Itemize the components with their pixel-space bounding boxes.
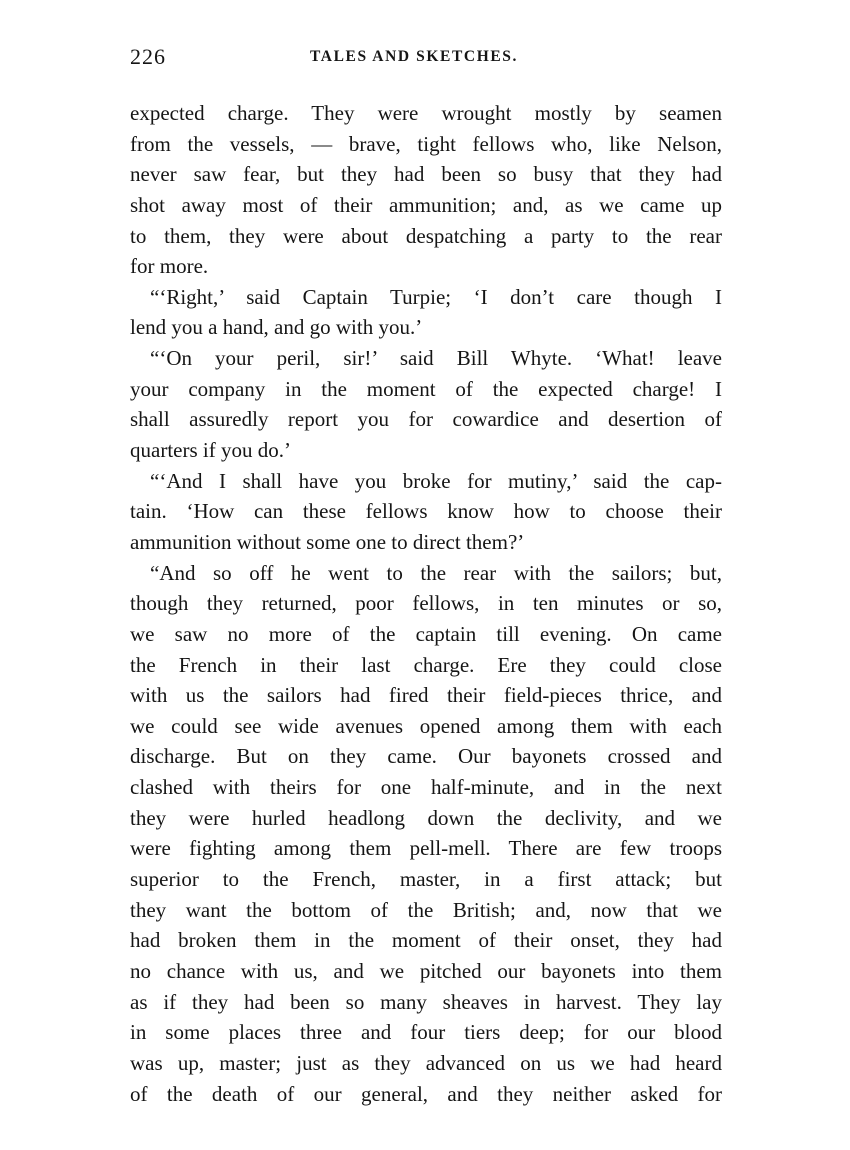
text-line: with us the sailors had fired their field-pieces thrice, and xyxy=(130,683,722,708)
text-line: had broken them in the moment of their onset, they had xyxy=(130,928,722,953)
text-line: ammunition without some one to direct them?’ xyxy=(130,529,525,554)
text-line: no chance with us, and we pitched our bayonets into them xyxy=(130,958,722,983)
text-line: shall assuredly report you for cowardice and desertion of xyxy=(130,407,722,432)
running-head xyxy=(130,44,730,74)
text-line: for more. xyxy=(130,254,209,279)
text-line: we could see wide avenues opened among them with each xyxy=(130,713,722,738)
text-line: as if they had been so many sheaves in harvest. They lay xyxy=(130,989,722,1014)
text-line: “‘Right,’ said Captain Turpie; ‘I don’t care though I xyxy=(150,284,722,309)
text-line: quarters if you do.’ xyxy=(130,438,291,463)
text-line: clashed with theirs for one half-minute, and in the next xyxy=(130,775,722,800)
text-line: shot away most of their ammunition; and, as we came up xyxy=(130,192,722,217)
text-line: the French in their last charge. Ere they could close xyxy=(130,652,722,677)
text-line: never saw fear, but they had been so busy that they had xyxy=(130,162,722,187)
text-line: discharge. But on they came. Our bayonets crossed and xyxy=(130,744,722,769)
body-text xyxy=(130,98,722,1109)
text-line: “‘And I shall have you broke for mutiny,’ said the cap- xyxy=(150,468,722,493)
text-line: to them, they were about despatching a party to the rear xyxy=(130,223,722,248)
text-line: “‘On your peril, sir!’ said Bill Whyte. ‘What! leave xyxy=(150,346,722,371)
text-line: they want the bottom of the British; and, now that we xyxy=(130,897,722,922)
text-line: of the death of our general, and they neither asked for xyxy=(130,1081,722,1106)
text-line: were fighting among them pell-mell. There are few troops xyxy=(130,836,722,861)
text-line: though they returned, poor fellows, in ten minutes or so, xyxy=(130,591,722,616)
text-line: was up, master; just as they advanced on us we had heard xyxy=(130,1050,722,1075)
text-line: in some places three and four tiers deep; for our blood xyxy=(130,1020,722,1045)
text-line: your company in the moment of the expected charge! I xyxy=(130,376,722,401)
text-line: expected charge. They were wrought mostly by seamen xyxy=(130,101,722,125)
text-line: we saw no more of the captain till evening. On came xyxy=(130,621,722,646)
text-line: they were hurled headlong down the declivity, and we xyxy=(130,805,722,830)
text-line: tain. ‘How can these fellows know how to choose their xyxy=(130,499,722,524)
running-title: TALES AND SKETCHES. xyxy=(310,48,518,65)
text-line: “And so off he went to the rear with the sailors; but, xyxy=(150,560,722,585)
text-line: lend you a hand, and go with you.’ xyxy=(130,315,423,340)
text-line: superior to the French, master, in a first attack; but xyxy=(130,867,722,892)
page-number: 226 xyxy=(130,44,166,69)
text-line: from the vessels, — brave, tight fellows who, like Nelson, xyxy=(130,131,722,156)
